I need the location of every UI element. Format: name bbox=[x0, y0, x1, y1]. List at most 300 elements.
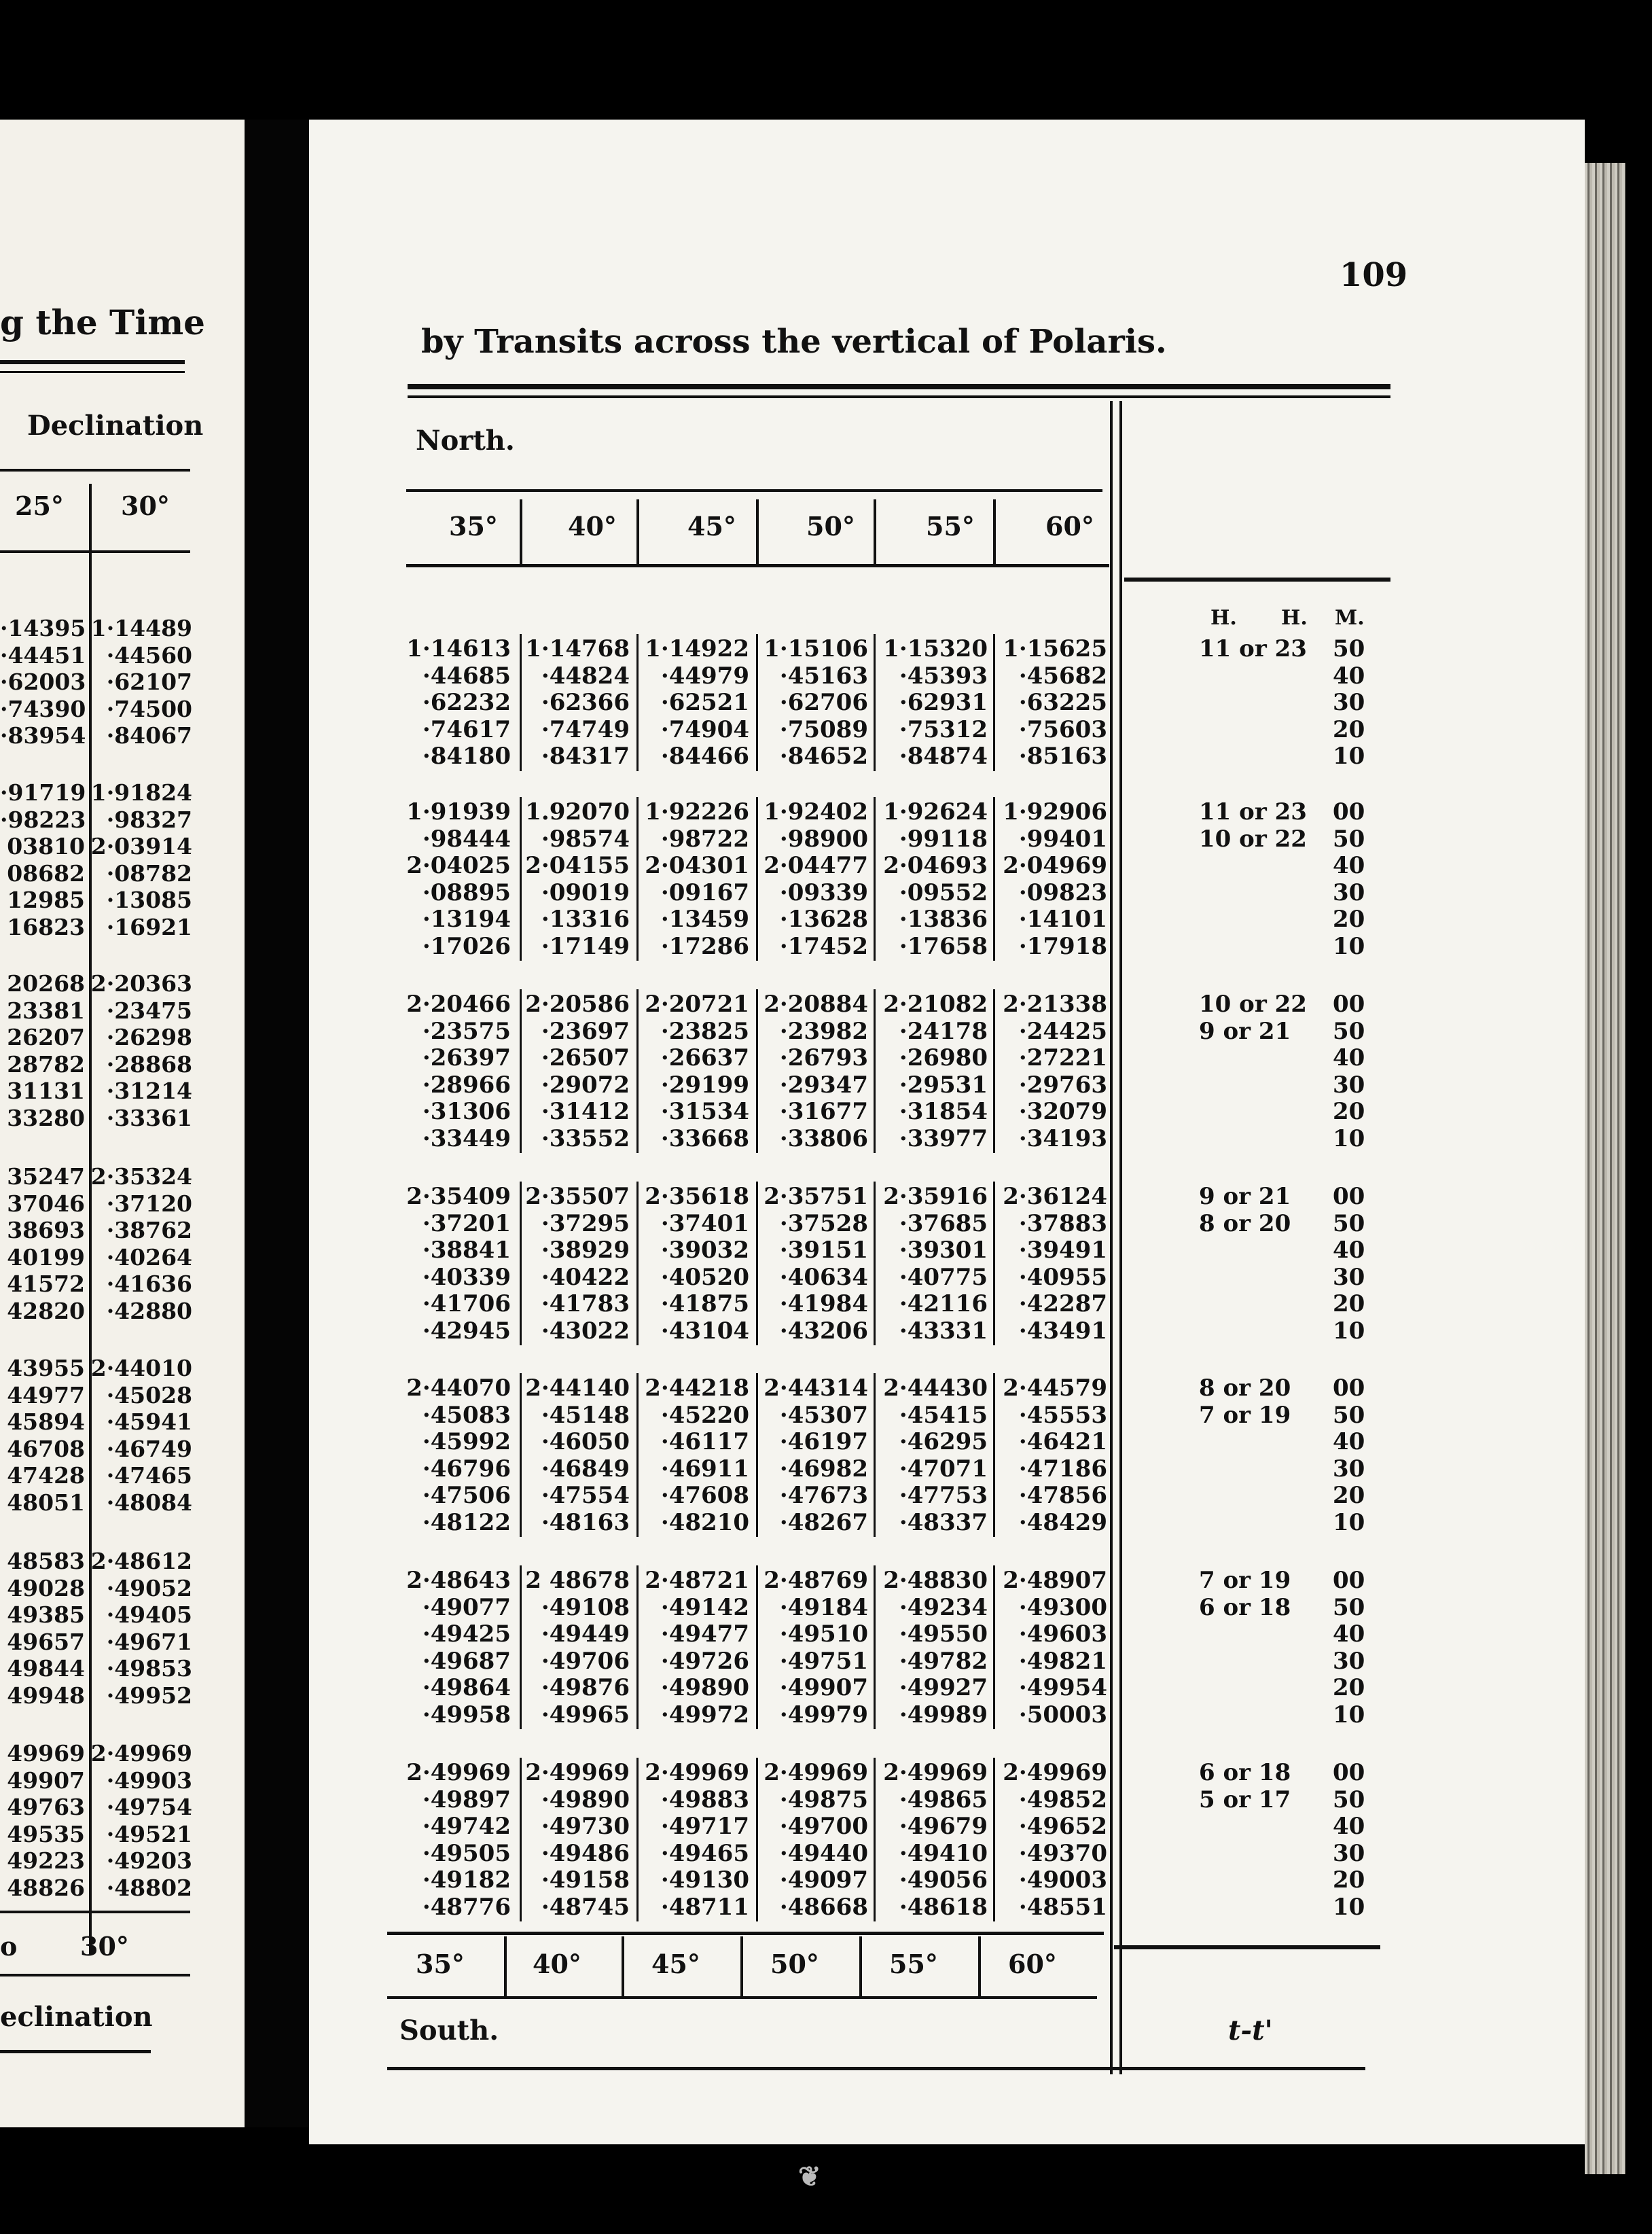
cell-b5-r0-c0: 2·48643 bbox=[406, 1567, 511, 1594]
cell-b1-r0-c2: 1·92226 bbox=[645, 798, 749, 826]
left-col30-b4-r4: ·47465 bbox=[106, 1462, 192, 1489]
cell-b0-r4-c3: ·84652 bbox=[779, 743, 868, 770]
cell-b2-r3-c4: ·29531 bbox=[899, 1071, 988, 1099]
footer-top-rule bbox=[387, 1932, 1104, 1935]
block-divider-1-4 bbox=[993, 797, 995, 961]
left-col30-b6-r1: ·49903 bbox=[106, 1767, 192, 1794]
left-col25-b1-r3: 08682 bbox=[7, 859, 85, 887]
cell-b1-r3-c5: ·09823 bbox=[1018, 879, 1107, 906]
cell-b0-r1-c1: ·44824 bbox=[541, 662, 630, 690]
cell-b2-r2-c3: ·26793 bbox=[779, 1044, 868, 1071]
minutes-b3-3: 30 bbox=[1333, 1263, 1365, 1291]
cell-b5-r1-c3: ·49184 bbox=[779, 1593, 868, 1621]
left-decl-rule bbox=[0, 469, 190, 472]
block-divider-4-3 bbox=[874, 1373, 876, 1537]
hours-b2-1: 9 or 21 bbox=[1199, 1017, 1291, 1045]
cell-b3-r2-c5: ·39491 bbox=[1018, 1237, 1107, 1264]
cell-b4-r1-c2: ·45220 bbox=[660, 1401, 749, 1429]
left-col25-b2-r4: 31131 bbox=[7, 1078, 85, 1104]
minutes-b1-0: 00 bbox=[1333, 798, 1365, 826]
left-col25-b2-r2: 26207 bbox=[7, 1024, 85, 1050]
cell-b5-r3-c1: ·49706 bbox=[541, 1647, 630, 1675]
minutes-b6-0: 00 bbox=[1333, 1759, 1365, 1786]
cell-b5-r4-c3: ·49907 bbox=[779, 1674, 868, 1701]
col-header-divider-4 bbox=[993, 499, 996, 564]
cell-b1-r3-c0: ·08895 bbox=[422, 879, 511, 906]
minutes-label: M. bbox=[1335, 606, 1365, 630]
minutes-b2-2: 40 bbox=[1333, 1044, 1365, 1071]
minutes-b4-2: 40 bbox=[1333, 1428, 1365, 1455]
right-double-rule-b bbox=[1119, 401, 1122, 2074]
cell-b4-r2-c2: ·46117 bbox=[660, 1428, 749, 1455]
cell-b2-r5-c5: ·34193 bbox=[1018, 1124, 1107, 1152]
left-col30-b3-r1: ·37120 bbox=[106, 1190, 192, 1217]
col-header-1: 40° bbox=[568, 511, 617, 542]
footer-hhm-rule bbox=[1114, 1945, 1380, 1949]
cell-b1-r2-c4: 2·04693 bbox=[883, 852, 988, 879]
cell-b1-r2-c2: 2·04301 bbox=[645, 852, 749, 879]
cell-b5-r0-c1: 2 48678 bbox=[525, 1567, 630, 1594]
left-col25-b4-r0: 43955 bbox=[7, 1355, 85, 1381]
cell-b4-r1-c4: ·45415 bbox=[899, 1401, 988, 1429]
left-col30-b5-r2: ·49405 bbox=[106, 1601, 192, 1628]
left-footer-declination: eclination bbox=[0, 2001, 153, 2033]
left-col30-b1-r4: ·13085 bbox=[106, 887, 192, 913]
minutes-b1-1: 50 bbox=[1333, 825, 1365, 853]
cell-b1-r1-c5: ·99401 bbox=[1018, 825, 1107, 853]
cell-b1-r0-c0: 1·91939 bbox=[406, 798, 511, 826]
minutes-b4-5: 10 bbox=[1333, 1508, 1365, 1536]
header-bottom-rule bbox=[406, 564, 1109, 567]
block-divider-6-0 bbox=[520, 1758, 522, 1921]
minutes-b6-4: 20 bbox=[1333, 1866, 1365, 1894]
left-col30-b5-r1: ·49052 bbox=[106, 1574, 192, 1601]
left-col30-b1-r3: ·08782 bbox=[106, 859, 192, 887]
minutes-b2-5: 10 bbox=[1333, 1124, 1365, 1152]
left-col30-b4-r2: ·45941 bbox=[106, 1408, 192, 1435]
cell-b4-r5-c1: ·48163 bbox=[541, 1508, 630, 1536]
cell-b2-r2-c0: ·26397 bbox=[422, 1044, 511, 1071]
left-col30-b3-r5: ·42880 bbox=[106, 1297, 192, 1324]
cell-b2-r4-c1: ·31412 bbox=[541, 1098, 630, 1125]
minutes-b4-4: 20 bbox=[1333, 1482, 1365, 1509]
cell-b4-r1-c0: ·45083 bbox=[422, 1401, 511, 1429]
block-divider-5-4 bbox=[993, 1565, 995, 1729]
cell-b6-r2-c3: ·49700 bbox=[779, 1813, 868, 1840]
cell-b3-r4-c1: ·41783 bbox=[541, 1290, 630, 1317]
cell-b5-r5-c0: ·49958 bbox=[422, 1701, 511, 1728]
cell-b6-r3-c1: ·49486 bbox=[541, 1839, 630, 1867]
cell-b4-r2-c5: ·46421 bbox=[1018, 1428, 1107, 1455]
left-col25-b5-r3: 49657 bbox=[7, 1628, 85, 1655]
cell-b5-r2-c5: ·49603 bbox=[1018, 1620, 1107, 1648]
cell-b0-r4-c5: ·85163 bbox=[1018, 743, 1107, 770]
cell-b3-r1-c4: ·37685 bbox=[899, 1209, 988, 1237]
block-divider-2-3 bbox=[874, 989, 876, 1153]
cell-b6-r1-c3: ·49875 bbox=[779, 1786, 868, 1813]
minutes-b1-4: 20 bbox=[1333, 906, 1365, 933]
cell-b3-r5-c2: ·43104 bbox=[660, 1317, 749, 1345]
cell-b6-r0-c1: 2·49969 bbox=[525, 1759, 630, 1786]
cell-b2-r4-c2: ·31534 bbox=[660, 1098, 749, 1125]
left-col30-b1-r5: ·16921 bbox=[106, 913, 192, 940]
left-col25-b5-r4: 49844 bbox=[7, 1655, 85, 1682]
left-col25-b6-r3: 49535 bbox=[7, 1820, 85, 1847]
minutes-b5-4: 20 bbox=[1333, 1674, 1365, 1701]
hours-b4-1: 7 or 19 bbox=[1199, 1401, 1291, 1429]
cell-b2-r2-c2: ·26637 bbox=[660, 1044, 749, 1071]
cell-b4-r3-c0: ·46796 bbox=[422, 1455, 511, 1483]
block-divider-4-4 bbox=[993, 1373, 995, 1537]
cell-b4-r0-c5: 2·44579 bbox=[1003, 1375, 1107, 1402]
left-col30-b1-r2: 2·03914 bbox=[90, 833, 192, 859]
cell-b0-r2-c1: ·62366 bbox=[541, 689, 630, 716]
left-col30-b5-r4: ·49853 bbox=[106, 1655, 192, 1682]
cell-b4-r4-c3: ·47673 bbox=[779, 1482, 868, 1509]
cell-b3-r1-c5: ·37883 bbox=[1018, 1209, 1107, 1237]
cell-b0-r0-c1: 1·14768 bbox=[525, 635, 630, 662]
block-divider-4-2 bbox=[756, 1373, 758, 1537]
minutes-b1-3: 30 bbox=[1333, 879, 1365, 906]
t-minus-t-label: t-t' bbox=[1228, 2015, 1273, 2046]
col-footer-4: 55° bbox=[889, 1949, 938, 1979]
left-col25-b5-r2: 49385 bbox=[7, 1601, 85, 1628]
left-col30-b4-r0: 2·44010 bbox=[90, 1355, 192, 1381]
cell-b3-r3-c0: ·40339 bbox=[422, 1263, 511, 1291]
cell-b1-r5-c0: ·17026 bbox=[422, 932, 511, 960]
left-col25-b0-r3: ·74390 bbox=[0, 695, 86, 722]
cell-b6-r1-c1: ·49890 bbox=[541, 1786, 630, 1813]
block-divider-0-2 bbox=[756, 634, 758, 771]
cell-b3-r3-c1: ·40422 bbox=[541, 1263, 630, 1291]
cell-b1-r5-c5: ·17918 bbox=[1018, 932, 1107, 960]
cell-b6-r0-c5: 2·49969 bbox=[1003, 1759, 1107, 1786]
cell-b6-r4-c4: ·49056 bbox=[899, 1866, 988, 1894]
left-col30-b2-r3: ·28868 bbox=[106, 1050, 192, 1078]
cell-b5-r0-c4: 2·48830 bbox=[883, 1567, 988, 1594]
cell-b2-r0-c2: 2·20721 bbox=[645, 991, 749, 1018]
cell-b3-r4-c4: ·42116 bbox=[899, 1290, 988, 1317]
minutes-b3-1: 50 bbox=[1333, 1209, 1365, 1237]
col-footer-divider-1 bbox=[622, 1936, 624, 1996]
left-page-title: g the Time bbox=[0, 302, 205, 342]
cell-b0-r0-c2: 1·14922 bbox=[645, 635, 749, 662]
cell-b0-r4-c4: ·84874 bbox=[899, 743, 988, 770]
left-col25-b4-r3: 46708 bbox=[7, 1435, 85, 1462]
title-rule-thin bbox=[408, 395, 1390, 398]
cell-b0-r2-c3: ·62706 bbox=[779, 689, 868, 716]
cell-b1-r5-c2: ·17286 bbox=[660, 932, 749, 960]
block-divider-1-3 bbox=[874, 797, 876, 961]
block-divider-1-2 bbox=[756, 797, 758, 961]
cell-b4-r4-c5: ·47856 bbox=[1018, 1482, 1107, 1509]
cell-b3-r4-c3: ·41984 bbox=[779, 1290, 868, 1317]
block-divider-4-0 bbox=[520, 1373, 522, 1537]
minutes-b5-5: 10 bbox=[1333, 1701, 1365, 1728]
left-footer-col-25: o bbox=[0, 1931, 18, 1962]
cell-b3-r5-c5: ·43491 bbox=[1018, 1317, 1107, 1345]
cell-b5-r2-c3: ·49510 bbox=[779, 1620, 868, 1648]
block-divider-5-0 bbox=[520, 1565, 522, 1729]
cell-b3-r3-c4: ·40775 bbox=[899, 1263, 988, 1291]
cell-b6-r2-c2: ·49717 bbox=[660, 1813, 749, 1840]
cell-b6-r1-c0: ·49897 bbox=[422, 1786, 511, 1813]
cell-b1-r2-c1: 2·04155 bbox=[525, 852, 630, 879]
cell-b6-r2-c0: ·49742 bbox=[422, 1813, 511, 1840]
block-divider-6-3 bbox=[874, 1758, 876, 1921]
left-col25-b0-r1: ·44451 bbox=[0, 641, 86, 669]
cell-b1-r3-c4: ·09552 bbox=[899, 879, 988, 906]
cell-b1-r2-c3: 2·04477 bbox=[764, 852, 868, 879]
cell-b1-r0-c5: 1·92906 bbox=[1003, 798, 1107, 826]
book-gutter bbox=[245, 120, 309, 2127]
minutes-b0-2: 30 bbox=[1333, 689, 1365, 716]
cell-b4-r0-c3: 2·44314 bbox=[764, 1375, 868, 1402]
cell-b6-r4-c0: ·49182 bbox=[422, 1866, 511, 1894]
cell-b6-r4-c5: ·49003 bbox=[1018, 1866, 1107, 1894]
col-footer-5: 60° bbox=[1008, 1949, 1057, 1979]
left-col30-b2-r0: 2·20363 bbox=[90, 970, 192, 997]
left-col25-b5-r1: 49028 bbox=[7, 1574, 85, 1601]
cell-b5-r0-c5: 2·48907 bbox=[1003, 1567, 1107, 1594]
cell-b5-r1-c1: ·49108 bbox=[541, 1593, 630, 1621]
cell-b6-r4-c3: ·49097 bbox=[779, 1866, 868, 1894]
cell-b4-r2-c1: ·46050 bbox=[541, 1428, 630, 1455]
left-col25-b3-r3: 40199 bbox=[7, 1243, 85, 1271]
left-col30-b1-r0: 1·91824 bbox=[90, 779, 192, 806]
cell-b2-r3-c3: ·29347 bbox=[779, 1071, 868, 1099]
left-col30-b6-r4: ·49203 bbox=[106, 1847, 192, 1874]
cell-b2-r3-c2: ·29199 bbox=[660, 1071, 749, 1099]
cell-b1-r1-c3: ·98900 bbox=[779, 825, 868, 853]
col-header-0: 35° bbox=[449, 511, 498, 542]
cell-b0-r2-c5: ·63225 bbox=[1018, 689, 1107, 716]
cell-b3-r5-c3: ·43206 bbox=[779, 1317, 868, 1345]
cell-b0-r0-c4: 1·15320 bbox=[883, 635, 988, 662]
cell-b1-r4-c4: ·13836 bbox=[899, 906, 988, 933]
cell-b0-r1-c3: ·45163 bbox=[779, 662, 868, 690]
right-double-rule-a bbox=[1110, 401, 1113, 2074]
minutes-b6-3: 30 bbox=[1333, 1839, 1365, 1867]
cell-b5-r4-c4: ·49927 bbox=[899, 1674, 988, 1701]
left-title-rule bbox=[0, 360, 185, 364]
cell-b6-r0-c4: 2·49969 bbox=[883, 1759, 988, 1786]
cell-b0-r0-c0: 1·14613 bbox=[406, 635, 511, 662]
left-col30-b2-r2: ·26298 bbox=[106, 1024, 192, 1050]
cell-b0-r3-c1: ·74749 bbox=[541, 715, 630, 743]
cell-b2-r2-c4: ·26980 bbox=[899, 1044, 988, 1071]
cell-b3-r3-c5: ·40955 bbox=[1018, 1263, 1107, 1291]
cell-b1-r5-c3: ·17452 bbox=[779, 932, 868, 960]
cell-b4-r2-c0: ·45992 bbox=[422, 1428, 511, 1455]
hours-b0-0: 11 or 23 bbox=[1199, 635, 1307, 662]
minutes-b0-4: 10 bbox=[1333, 743, 1365, 770]
cell-b5-r0-c2: 2·48721 bbox=[645, 1567, 749, 1594]
cell-b5-r3-c4: ·49782 bbox=[899, 1647, 988, 1675]
left-col25-b1-r5: 16823 bbox=[7, 913, 85, 940]
cell-b0-r3-c3: ·75089 bbox=[779, 715, 868, 743]
left-footer-rule-2 bbox=[0, 1974, 190, 1976]
cell-b2-r5-c1: ·33552 bbox=[541, 1124, 630, 1152]
cell-b3-r1-c1: ·37295 bbox=[541, 1209, 630, 1237]
cell-b1-r0-c1: 1.92070 bbox=[525, 798, 630, 826]
left-col25-b0-r0: ·14395 bbox=[0, 615, 86, 641]
hours-b4-0: 8 or 20 bbox=[1199, 1375, 1291, 1402]
footer-mid-rule bbox=[387, 1996, 1097, 1999]
cell-b4-r3-c2: ·46911 bbox=[660, 1455, 749, 1483]
cell-b4-r4-c0: ·47506 bbox=[422, 1482, 511, 1509]
cell-b3-r0-c2: 2·35618 bbox=[645, 1183, 749, 1210]
cell-b5-r2-c0: ·49425 bbox=[422, 1620, 511, 1648]
cell-b4-r3-c5: ·47186 bbox=[1018, 1455, 1107, 1483]
cell-b3-r2-c2: ·39032 bbox=[660, 1237, 749, 1264]
block-divider-1-1 bbox=[636, 797, 639, 961]
cell-b3-r5-c0: ·42945 bbox=[422, 1317, 511, 1345]
left-col30-b4-r3: ·46749 bbox=[106, 1435, 192, 1462]
cell-b3-r2-c1: ·38929 bbox=[541, 1237, 630, 1264]
minutes-b3-5: 10 bbox=[1333, 1317, 1365, 1345]
block-divider-5-3 bbox=[874, 1565, 876, 1729]
cell-b1-r5-c4: ·17658 bbox=[899, 932, 988, 960]
left-declination-label: Declination bbox=[27, 410, 204, 442]
left-footer-rule-3 bbox=[0, 2050, 151, 2053]
block-divider-3-0 bbox=[520, 1182, 522, 1345]
left-col30-b3-r2: ·38762 bbox=[106, 1217, 192, 1243]
col-header-divider-0 bbox=[520, 499, 522, 564]
left-col30-b2-r4: ·31214 bbox=[106, 1078, 192, 1104]
cell-b6-r3-c2: ·49465 bbox=[660, 1839, 749, 1867]
cell-b4-r2-c3: ·46197 bbox=[779, 1428, 868, 1455]
hours-b1-0: 11 or 23 bbox=[1199, 798, 1307, 826]
cell-b4-r5-c4: ·48337 bbox=[899, 1508, 988, 1536]
hours-label-1: H. bbox=[1210, 606, 1237, 630]
left-col25-b5-r0: 48583 bbox=[7, 1548, 85, 1574]
left-col30-b2-r5: ·33361 bbox=[106, 1104, 192, 1131]
cell-b2-r1-c5: ·24425 bbox=[1018, 1017, 1107, 1045]
cell-b6-r3-c4: ·49410 bbox=[899, 1839, 988, 1867]
minutes-b0-0: 50 bbox=[1333, 635, 1365, 662]
left-col30-b0-r1: ·44560 bbox=[106, 641, 192, 669]
block-divider-2-0 bbox=[520, 989, 522, 1153]
cell-b1-r4-c0: ·13194 bbox=[422, 906, 511, 933]
cell-b1-r1-c1: ·98574 bbox=[541, 825, 630, 853]
cell-b4-r5-c3: ·48267 bbox=[779, 1508, 868, 1536]
block-divider-0-3 bbox=[874, 634, 876, 771]
cell-b6-r3-c3: ·49440 bbox=[779, 1839, 868, 1867]
left-col30-b5-r5: ·49952 bbox=[106, 1682, 192, 1709]
cell-b5-r3-c0: ·49687 bbox=[422, 1647, 511, 1675]
cell-b6-r4-c1: ·49158 bbox=[541, 1866, 630, 1894]
cell-b1-r2-c5: 2·04969 bbox=[1003, 852, 1107, 879]
block-divider-4-1 bbox=[636, 1373, 639, 1537]
cell-b0-r2-c2: ·62521 bbox=[660, 689, 749, 716]
cell-b3-r4-c5: ·42287 bbox=[1018, 1290, 1107, 1317]
cell-b1-r0-c4: 1·92624 bbox=[883, 798, 988, 826]
col-header-2: 45° bbox=[687, 511, 736, 542]
cell-b0-r4-c1: ·84317 bbox=[541, 743, 630, 770]
cell-b4-r3-c1: ·46849 bbox=[541, 1455, 630, 1483]
col-footer-2: 45° bbox=[651, 1949, 700, 1979]
cell-b4-r5-c5: ·48429 bbox=[1018, 1508, 1107, 1536]
left-col-header-30: 30° bbox=[121, 491, 170, 521]
cell-b4-r3-c4: ·47071 bbox=[899, 1455, 988, 1483]
left-col30-b4-r1: ·45028 bbox=[106, 1381, 192, 1408]
cell-b3-r1-c0: ·37201 bbox=[422, 1209, 511, 1237]
cell-b2-r3-c5: ·29763 bbox=[1018, 1071, 1107, 1099]
cell-b2-r4-c0: ·31306 bbox=[422, 1098, 511, 1125]
block-divider-2-1 bbox=[636, 989, 639, 1153]
left-col25-b3-r5: 42820 bbox=[7, 1297, 85, 1324]
cell-b2-r5-c0: ·33449 bbox=[422, 1124, 511, 1152]
minutes-b4-1: 50 bbox=[1333, 1401, 1365, 1429]
left-col30-b1-r1: ·98327 bbox=[106, 806, 192, 833]
left-col25-b4-r1: 44977 bbox=[7, 1381, 85, 1408]
cell-b4-r1-c5: ·45553 bbox=[1018, 1401, 1107, 1429]
left-col25-b1-r0: ·91719 bbox=[0, 779, 86, 806]
left-col30-b2-r1: ·23475 bbox=[106, 997, 192, 1024]
minutes-b0-1: 40 bbox=[1333, 662, 1365, 690]
col-footer-divider-2 bbox=[740, 1936, 743, 1996]
block-divider-1-0 bbox=[520, 797, 522, 961]
cell-b1-r5-c1: ·17149 bbox=[541, 932, 630, 960]
cell-b1-r3-c3: ·09339 bbox=[779, 879, 868, 906]
left-col25-b3-r2: 38693 bbox=[7, 1217, 85, 1243]
cell-b4-r2-c4: ·46295 bbox=[899, 1428, 988, 1455]
cell-b1-r4-c3: ·13628 bbox=[779, 906, 868, 933]
left-col30-b5-r3: ·49671 bbox=[106, 1628, 192, 1655]
cell-b4-r4-c1: ·47554 bbox=[541, 1482, 630, 1509]
minutes-b5-2: 40 bbox=[1333, 1620, 1365, 1648]
cell-b1-r0-c3: 1·92402 bbox=[764, 798, 868, 826]
cell-b6-r5-c0: ·48776 bbox=[422, 1893, 511, 1921]
hours-label-2: H. bbox=[1281, 606, 1308, 630]
cell-b5-r5-c1: ·49965 bbox=[541, 1701, 630, 1728]
cell-b4-r5-c0: ·48122 bbox=[422, 1508, 511, 1536]
cell-b0-r3-c2: ·74904 bbox=[660, 715, 749, 743]
cell-b6-r3-c0: ·49505 bbox=[422, 1839, 511, 1867]
cell-b5-r5-c5: ·50003 bbox=[1018, 1701, 1107, 1728]
cell-b6-r5-c5: ·48551 bbox=[1018, 1893, 1107, 1921]
cell-b3-r5-c4: ·43331 bbox=[899, 1317, 988, 1345]
left-col30-b3-r4: ·41636 bbox=[106, 1271, 192, 1297]
cell-b5-r1-c5: ·49300 bbox=[1018, 1593, 1107, 1621]
cell-b5-r5-c4: ·49989 bbox=[899, 1701, 988, 1728]
cell-b2-r3-c0: ·28966 bbox=[422, 1071, 511, 1099]
minutes-b3-2: 40 bbox=[1333, 1237, 1365, 1264]
col-footer-0: 35° bbox=[416, 1949, 465, 1979]
cell-b0-r0-c3: 1·15106 bbox=[764, 635, 868, 662]
col-footer-divider-4 bbox=[978, 1936, 981, 1996]
block-divider-6-1 bbox=[636, 1758, 639, 1921]
cell-b0-r3-c4: ·75312 bbox=[899, 715, 988, 743]
cell-b2-r1-c3: ·23982 bbox=[779, 1017, 868, 1045]
col-footer-divider-3 bbox=[859, 1936, 862, 1996]
cell-b0-r3-c5: ·75603 bbox=[1018, 715, 1107, 743]
cell-b2-r4-c4: ·31854 bbox=[899, 1098, 988, 1125]
left-col30-b0-r2: ·62107 bbox=[106, 669, 192, 695]
cell-b1-r4-c1: ·13316 bbox=[541, 906, 630, 933]
cell-b1-r1-c0: ·98444 bbox=[422, 825, 511, 853]
cell-b2-r0-c3: 2·20884 bbox=[764, 991, 868, 1018]
cell-b5-r4-c2: ·49890 bbox=[660, 1674, 749, 1701]
left-col25-b2-r3: 28782 bbox=[7, 1050, 85, 1078]
cell-b2-r4-c5: ·32079 bbox=[1018, 1098, 1107, 1125]
page-edges bbox=[1585, 163, 1626, 2174]
cell-b3-r1-c3: ·37528 bbox=[779, 1209, 868, 1237]
footer-bottom-rule bbox=[387, 2067, 1365, 2070]
col-header-5: 60° bbox=[1045, 511, 1094, 542]
cell-b6-r5-c1: ·48745 bbox=[541, 1893, 630, 1921]
